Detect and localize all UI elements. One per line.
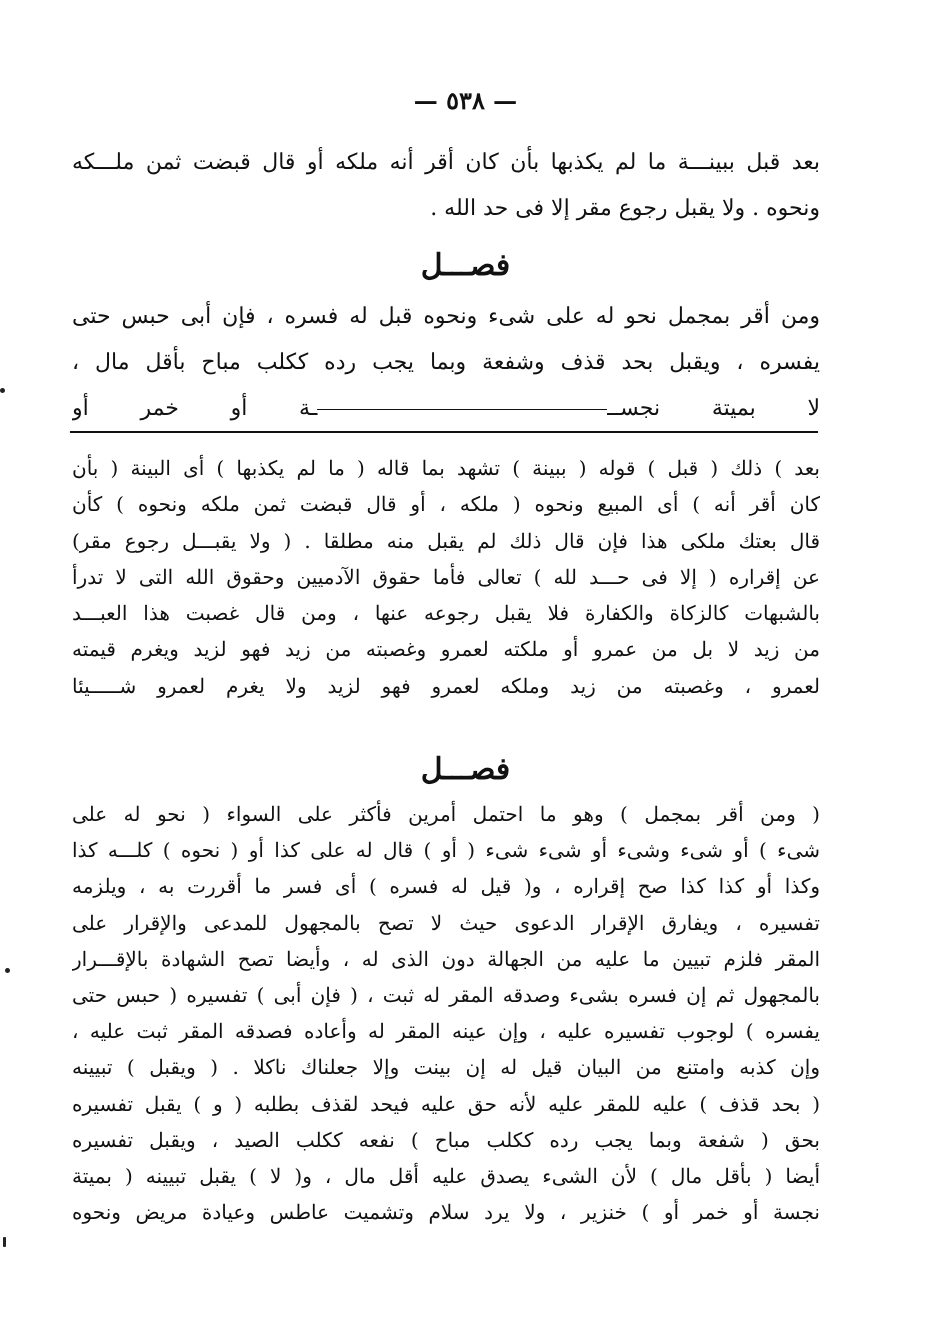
text-line: شىء ) أو شىء وشىء أو شىء شىء ( أو ) قال له على كذا أو ( نحوه ) كلـــه كذا: [72, 838, 820, 863]
section-heading: فصـــل: [420, 248, 511, 283]
text-line: ونحوه . ولا يقبل رجوع مقر إلا فى حد الله .: [430, 196, 820, 221]
margin-speck: [5, 968, 10, 973]
text-line: وإن كذبه وامتنع من البيان قيل له إن بينت وإلا جعلناك ناكلا . ( ويقبل ) تبيينه: [72, 1055, 820, 1080]
text-line: من زيد لا بل من عمرو أو ملكته لعمرو وغصبته من زيد فهو لزيد ويغرم قيمته: [72, 637, 820, 662]
text-line: ( بحد قذف ) عليه للمقر عليه لأنه حق عليه فيحد لقذف بطلبه ( و ) يقبل تفسيره: [72, 1091, 820, 1116]
text-line: ومن أقر بمجمل نحو له على شىء ونحوه قبل له فسره ، فإن أبى حبس حتى: [72, 304, 820, 329]
margin-speck: [3, 1237, 6, 1247]
text-line: لعمرو ، وغصبته من زيد وملكه لعمرو فهو لزيد ولا يغرم لعمرو شـــــيئا: [72, 673, 820, 698]
section-heading: فصـــل: [420, 752, 511, 787]
matn-text-block: [72, 294, 820, 432]
line-start-fragment: لا بميتة نجســ: [607, 396, 820, 421]
text-line: بعد ) ذلك ( قبل ) قوله ( ببينة ) تشهد بما قاله ( ما لم يكذبها ) أى البينة ( بأن: [72, 456, 820, 480]
line-end-fragment: ـة أو خمر أو: [72, 396, 318, 421]
margin-speck: [0, 388, 5, 393]
text-line: نجسة أو خمر أو ) خنزير ، ولا يرد سلام وتشميت عاطس وعيادة مريض ونحوه: [72, 1200, 820, 1225]
commentary-block-2: [72, 796, 820, 1230]
commentary-block-1: [72, 450, 820, 704]
text-line: ( ومن أقر بمجمل ) وهو ما احتمل أمرين فأكثر على السواء ( نحو له على: [72, 802, 820, 826]
text-line: يفسره ) لوجوب تفسيره عليه ، وإن عينه المقر له وأعاده فصدقه المقر ثبت عليه ،: [72, 1019, 820, 1044]
text-line: أيضا ( بأقل مال ) لأن الشىء يصدق عليه أقل مال ، و( لا ) يقبل تبيينه ( بميتة: [72, 1164, 820, 1189]
text-line-with-gap: [72, 386, 820, 432]
text-line: عن إقراره ( إلا فى حـــد لله ) تعالى فأما حقوق الآدميين وحقوق الله التى لا تدرأ: [72, 564, 820, 589]
footnote-separator-rule: [70, 431, 818, 433]
page-number: — ٥٣٨ —: [413, 86, 518, 115]
inline-rule: [317, 409, 607, 410]
text-line: بالشبهات كالزكاة والكفارة فلا يقبل رجوعه عنها ، ومن قال غصبت هذا العبـــد: [72, 601, 820, 626]
text-line: وكذا أو كذا كذا صح إقراره ، و( قيل له فسره ) أى فسر ما أقررت به ، ويلزمه: [72, 874, 820, 899]
text-line: يفسره ، ويقبل بحد قذف وشفعة وبما يجب رده ككلب مباح بأقل مال ،: [72, 350, 820, 375]
text-line: بحق ( شفعة وبما يجب رده ككلب مباح ) نفعه ككلب الصيد ، ويقبل تفسيره: [72, 1127, 820, 1152]
text-line: بعد قبل ببينـــة ما لم يكذبها بأن كان أقر أنه ملكه أو قال قبضت ثمن ملـــكه: [72, 150, 820, 175]
text-line: كان أقر أنه ) أى المبيع ونحوه ( ملكه ، أو قال قبضت ثمن ملكه ونحوه ) كأن: [72, 492, 820, 517]
text-line: تفسيره ، ويفارق الإقرار الدعوى حيث لا تصح بالمجهول للمدعى والإقرار على: [72, 910, 820, 935]
text-line: قال بعتك ملكى هذا فإن قال ذلك لم يقبل منه مطلقا . ( ولا يقبـــل رجوع مقر): [72, 528, 820, 553]
text-line: بالمجهول ثم إن فسره بشىء وصدقه المقر له ثبت ، ( فإن أبى ) تفسيره ( حبس حتى: [72, 983, 820, 1008]
text-line: المقر فلزم تبيين ما عليه من الجهالة دون الذى له ، وأيضا تصح الشهادة بالإقـــرار: [72, 946, 820, 971]
top-text-block: [72, 140, 820, 232]
